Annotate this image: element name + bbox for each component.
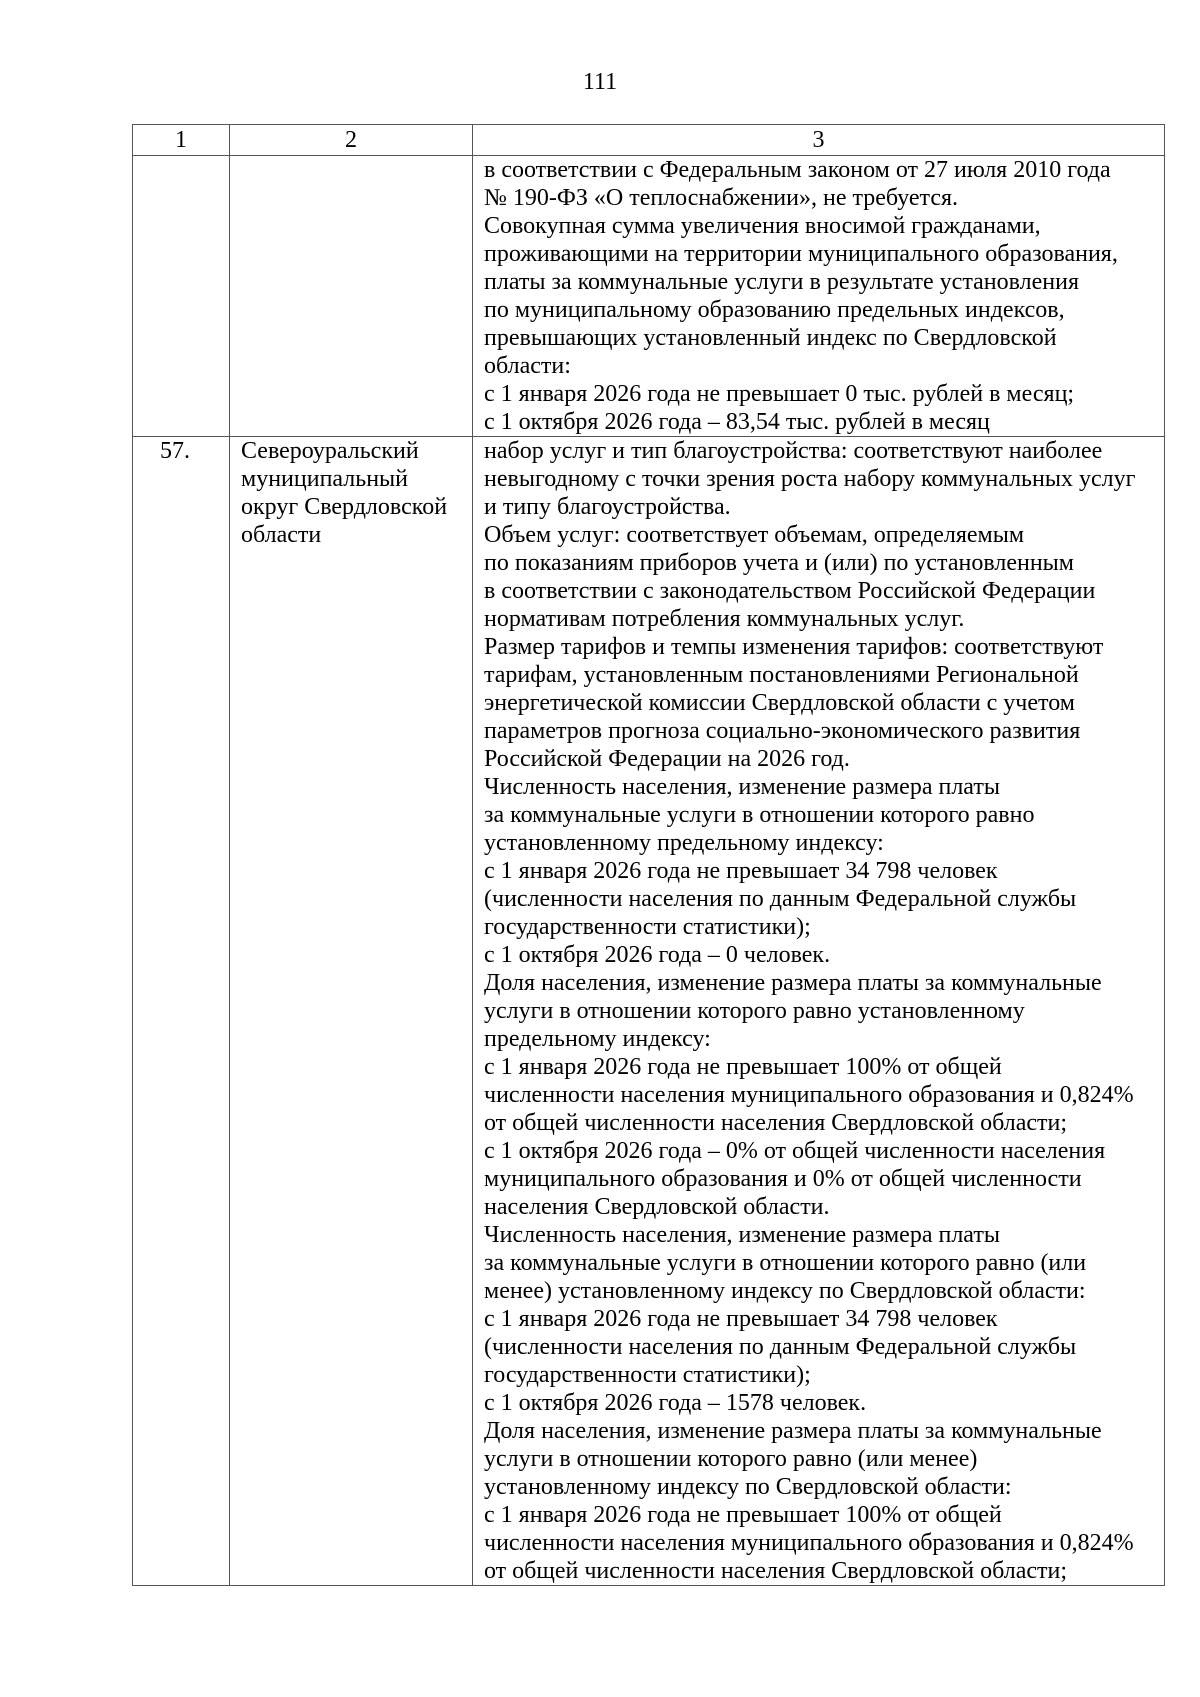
description-line: менее) установленному индексу по Свердловской области: <box>484 1278 1086 1304</box>
description-line: государственности статистики); <box>484 914 811 940</box>
table-row <box>133 437 1165 1586</box>
description-line: Российской Федерации на 2026 год. <box>484 746 850 772</box>
description-line: (численности населения по данным Федеральной службы <box>484 886 1077 912</box>
description-line: Размер тарифов и темпы изменения тарифов: соответствуют <box>484 634 1104 660</box>
header-label-2: 2 <box>345 127 357 153</box>
description-line: по показаниям приборов учета и (или) по установленным <box>484 550 1074 576</box>
municipality-line: округ Свердловской <box>241 494 448 520</box>
municipality-line: области <box>241 522 322 548</box>
description-line: государственности статистики); <box>484 1362 811 1388</box>
row-number: 57. <box>160 438 190 464</box>
description-line: с 1 октября 2026 года – 0% от общей численности населения <box>484 1138 1106 1164</box>
regulation-table <box>132 124 1165 1586</box>
municipality-cell <box>230 437 473 1586</box>
header-label-3: 3 <box>812 127 825 153</box>
header-label-1: 1 <box>175 127 187 153</box>
description-line: превышающих установленный индекс по Свердловской <box>484 325 1057 351</box>
description-line: населения Свердловской области. <box>484 1194 830 1220</box>
header-cell-column-1 <box>133 125 230 156</box>
description-line: по муниципальному образованию предельных индексов, <box>484 297 1065 323</box>
description-line: услуги в отношении которого равно установленному <box>484 998 1025 1024</box>
row-number-cell <box>133 437 230 1586</box>
description-line: платы за коммунальные услуги в результате установления <box>484 269 1079 295</box>
description-line: Численность населения, изменение размера платы <box>484 774 1000 800</box>
row-number <box>133 156 217 184</box>
description-line: № 190-ФЗ «О теплоснабжении», не требуется. <box>484 185 959 211</box>
description-line: численности населения муниципального образования и 0,824% <box>484 1530 1134 1556</box>
description-line: Совокупная сумма увеличения вносимой гражданами, <box>484 213 1041 239</box>
description-line: с 1 января 2026 года не превышает 100% от общей <box>484 1054 1002 1080</box>
description-line: Доля населения, изменение размера платы за коммунальные <box>484 1418 1102 1444</box>
description-line: в соответствии с Федеральным законом от 27 июля 2010 года <box>484 157 1111 183</box>
description-line: набор услуг и тип благоустройства: соответствуют наиболее <box>484 438 1103 464</box>
description-line: Доля населения, изменение размера платы за коммунальные <box>484 970 1102 996</box>
table-header-row <box>133 125 1165 156</box>
description-line: с 1 января 2026 года не превышает 34 798 человек <box>484 1306 998 1332</box>
description-line: Объем услуг: соответствует объемам, определяемым <box>484 522 1025 548</box>
description-line: и типу благоустройства. <box>484 494 731 520</box>
description-line: с 1 октября 2026 года – 1578 человек. <box>484 1390 867 1416</box>
description-lines <box>473 437 1164 1585</box>
description-line: невыгодному с точки зрения роста набору коммунальных услуг <box>484 466 1136 492</box>
description-lines <box>473 156 1164 436</box>
municipality-cell <box>230 156 473 437</box>
description-cell <box>473 437 1165 1586</box>
description-line: предельному индексу: <box>484 1026 711 1052</box>
table-row <box>133 156 1165 437</box>
page-number: 111 <box>582 69 618 95</box>
description-line: с 1 января 2026 года не превышает 100% от общей <box>484 1502 1002 1528</box>
description-line: установленному индексу по Свердловской области: <box>484 1474 1012 1500</box>
municipality-lines <box>230 437 472 549</box>
description-line: с 1 января 2026 года не превышает 34 798 человек <box>484 858 998 884</box>
description-line: услуги в отношении которого равно (или менее) <box>484 1446 978 1472</box>
description-line: численности населения муниципального образования и 0,824% <box>484 1082 1134 1108</box>
header-cell-column-3 <box>473 125 1165 156</box>
description-line: области: <box>484 353 571 379</box>
description-line: параметров прогноза социально-экономического развития <box>484 718 1081 744</box>
description-line: Численность населения, изменение размера платы <box>484 1222 1000 1248</box>
description-line: с 1 октября 2026 года – 0 человек. <box>484 942 831 968</box>
row-number-cell <box>133 156 230 437</box>
description-line: (численности населения по данным Федеральной службы <box>484 1334 1077 1360</box>
municipality-line: муниципальный <box>241 466 409 492</box>
header-cell-column-2 <box>230 125 473 156</box>
description-line: с 1 января 2026 года не превышает 0 тыс. рублей в месяц; <box>484 381 1075 407</box>
description-line: от общей численности населения Свердловской области; <box>484 1110 1068 1136</box>
description-line: с 1 октября 2026 года – 83,54 тыс. рублей в месяц <box>484 409 990 435</box>
description-line: установленному предельному индексу: <box>484 830 884 856</box>
description-line: от общей численности населения Свердловской области; <box>484 1558 1068 1584</box>
description-line: проживающими на территории муниципального образования, <box>484 241 1118 267</box>
description-line: за коммунальные услуги в отношении которого равно (или <box>484 1250 1087 1276</box>
description-line: за коммунальные услуги в отношении которого равно <box>484 802 1035 828</box>
description-line: энергетической комиссии Свердловской области с учетом <box>484 690 1075 716</box>
description-line: тарифам, установленным постановлениями Региональной <box>484 662 1079 688</box>
description-cell <box>473 156 1165 437</box>
description-line: в соответствии с законодательством Российской Федерации <box>484 578 1096 604</box>
description-line: нормативам потребления коммунальных услуг. <box>484 606 965 632</box>
description-line: муниципального образования и 0% от общей численности <box>484 1166 1082 1192</box>
municipality-line: Североуральский <box>241 438 419 464</box>
